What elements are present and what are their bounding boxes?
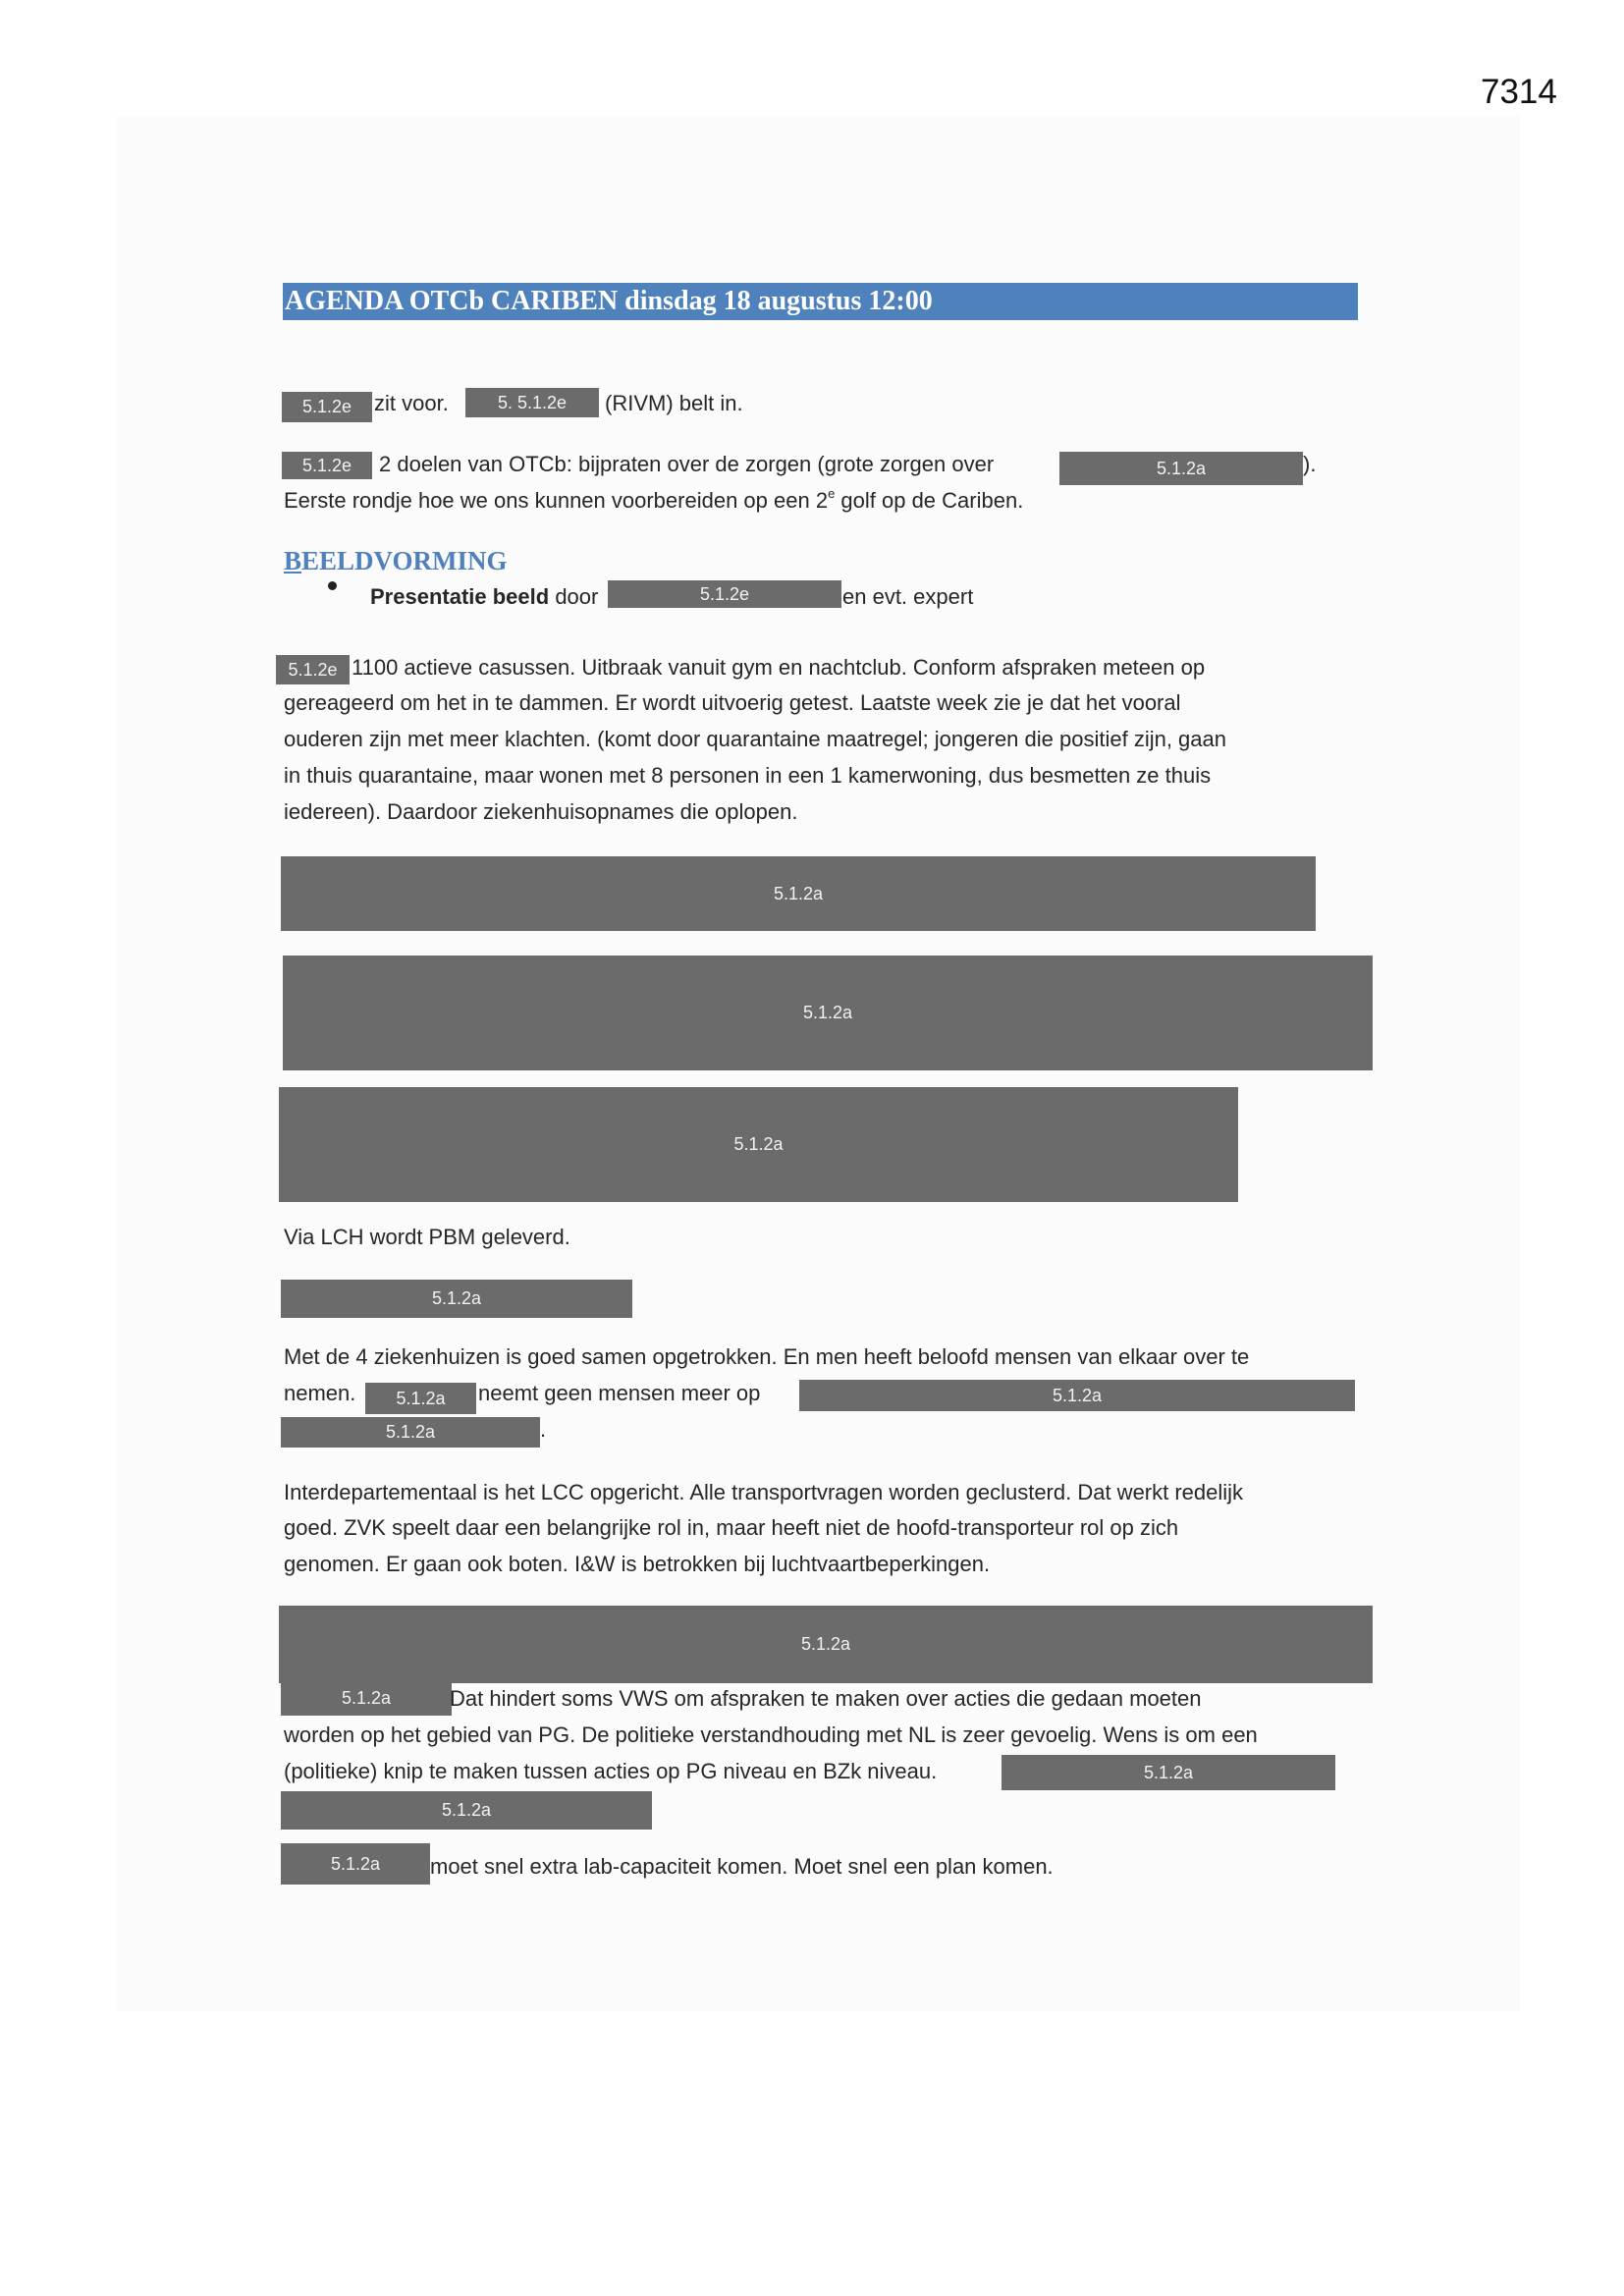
para2-line-1: Met de 4 ziekenhuizen is goed samen opgetrokken. En men heeft beloofd mensen van elkaar over te: [284, 1344, 1250, 1369]
para2-line-2a: nemen.: [284, 1381, 356, 1405]
para4-line-2: worden op het gebied van PG. De politieke verstandhouding met NL is zeer gevoelig. Wens is om een: [284, 1722, 1258, 1747]
para4-line-3: (politieke) knip te maken tussen acties op PG niveau en BZk niveau.: [284, 1759, 938, 1783]
document-title: AGENDA OTCb CARIBEN dinsdag 18 augustus 12:00: [283, 283, 1358, 320]
para1-line-5: iedereen). Daardoor ziekenhuisopnames die oplopen.: [284, 799, 798, 824]
redaction-block: 5.1.2a: [365, 1383, 476, 1414]
redaction-block: 5.1.2a: [281, 1681, 452, 1716]
redaction-block: 5.1.2a: [281, 1791, 652, 1830]
intro-line-3-sup: e: [828, 486, 836, 501]
redaction-block: 5.1.2a: [281, 1417, 540, 1448]
para3-line-2: goed. ZVK speelt daar een belangrijke rol in, maar heeft niet de hoofd-transporteur rol op zich: [284, 1515, 1179, 1540]
para3-line-3: genomen. Er gaan ook boten. I&W is betrokken bij luchtvaartbeperkingen.: [284, 1552, 991, 1576]
intro-line-1b: (RIVM) belt in.: [605, 391, 743, 415]
redaction-block: 5.1.2a: [281, 856, 1316, 931]
redaction-block: 5.1.2a: [1001, 1755, 1335, 1790]
redaction-block: 5.1.2a: [281, 1280, 632, 1318]
pbm-line: Via LCH wordt PBM geleverd.: [284, 1225, 570, 1249]
redaction-block: 5.1.2e: [282, 392, 372, 422]
para1-line-2: gereageerd om het in te dammen. Er wordt uitvoerig getest. Laatste week zie je dat het vooral: [284, 690, 1181, 715]
section-heading-rest: EELDVORMING: [301, 546, 508, 575]
intro-line-3: [284, 486, 1023, 516]
redaction-block: 5.1.2e: [282, 452, 372, 479]
para1-line-1: 1100 actieve casussen. Uitbraak vanuit gym en nachtclub. Conform afspraken meteen op: [352, 655, 1206, 680]
bullet-item: [370, 582, 598, 612]
redaction-block: 5.1.2a: [799, 1380, 1355, 1411]
redaction-block: 5.1.2a: [281, 1843, 430, 1885]
para1-line-3: ouderen zijn met meer klachten. (komt door quarantaine maatregel; jongeren die positief zijn, gaan: [284, 727, 1226, 751]
redaction-block: 5.1.2e: [276, 655, 350, 684]
section-heading-first: B: [284, 546, 302, 575]
redaction-block: 5.1.2a: [283, 956, 1373, 1070]
intro-line-2b: ).: [1303, 452, 1317, 476]
final-line: moet snel extra lab-capaciteit komen. Moet snel een plan komen.: [430, 1854, 1054, 1879]
para1-line-4: in thuis quarantaine, maar wonen met 8 personen in een 1 kamerwoning, dus besmetten ze thuis: [284, 763, 1212, 788]
intro-line-2a: 2 doelen van OTCb: bijpraten over de zorgen (grote zorgen over: [379, 452, 995, 476]
bullet-icon: [328, 581, 337, 590]
redaction-block: 5.1.2e: [608, 580, 841, 608]
redaction-block: 5.1.2a: [279, 1087, 1238, 1202]
page-number: 7314: [1481, 73, 1557, 111]
para2-line-2b: neemt geen mensen meer op: [478, 1381, 761, 1405]
para2-line-3-end: .: [540, 1417, 547, 1442]
para3-line-1: Interdepartementaal is het LCC opgericht. Alle transportvragen worden geclusterd. Dat werkt redelijk: [284, 1480, 1244, 1504]
redaction-block: 5. 5.1.2e: [465, 388, 599, 417]
para4-line-1: Dat hindert soms VWS om afspraken te maken over acties die gedaan moeten: [450, 1686, 1202, 1711]
intro-line-3a: Eerste rondje hoe we ons kunnen voorbereiden op een 2: [284, 488, 829, 513]
redaction-block: 5.1.2a: [1059, 452, 1303, 485]
bullet-door: door: [555, 584, 599, 609]
intro-line-3b: golf op de Cariben.: [835, 488, 1024, 513]
redaction-block: 5.1.2a: [279, 1606, 1373, 1683]
intro-line-1a: zit voor.: [374, 391, 449, 415]
bullet-bold: Presentatie beeld: [370, 584, 550, 609]
bullet-rest: en evt. expert: [842, 584, 974, 609]
section-heading: [284, 544, 508, 577]
